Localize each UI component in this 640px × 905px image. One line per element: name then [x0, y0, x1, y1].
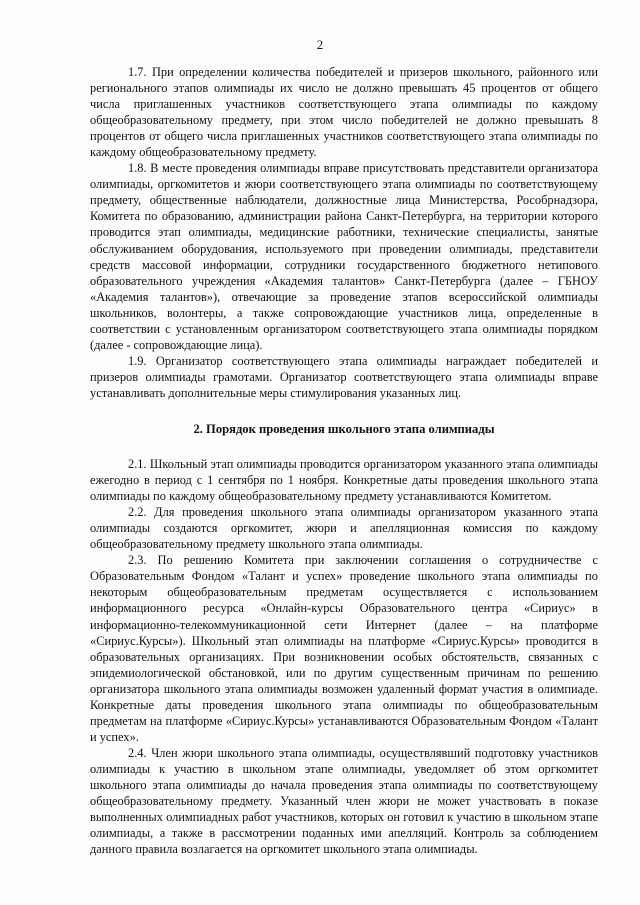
page-number: 2 — [316, 37, 324, 52]
paragraph-1-7: 1.7. При определении количества победителей и призеров школьного, районного или регионального этапов олимпиады их число не должно превышать 45 процентов от общего числа приглашенных участников соответствующего этапа олимпиады по каждому общеобразовательному предмету, при этом число победителей не должно превышать 8 процентов от общего числа приглашенных участников соответствующего этапа олимпиады по каждому общеобразовательному предмету. — [90, 65, 598, 160]
paragraph-2-1: 2.1. Школьный этап олимпиады проводится организатором указанного этапа олимпиады ежегодно в период с 1 сентября по 1 ноября. Конкретные даты проведения школьного этапа олимпиады по каждому общеобразовательному предмету устанавливаются Комитетом. — [90, 457, 598, 504]
paragraph-2-2: 2.2. Для проведения школьного этапа олимпиады организатором указанного этапа олимпиады создаются оргкомитет, жюри и апелляционная комиссия по каждому общеобразовательному предмету школьного этапа олимпиады. — [90, 505, 598, 552]
document-body — [90, 64, 598, 857]
paragraph-1-8: 1.8. В месте проведения олимпиады вправе присутствовать представители организатора олимпиады, оргкомитетов и жюри соответствующего этапа олимпиады по соответствующему предмету, общественные наблюдатели, должностные лица Министерства, Рособрнадзора, Комитета по образованию, администрации района Санкт-Петербурга, на территории которого проводится этап олимпиады, медицинские работники, технические специалисты, занятые обслуживанием оборудования, используемого при проведении олимпиады, представители средств массовой информации, сотрудники государственного бюджетного нетипового образовательного учреждения «Академия талантов» Санкт-Петербурга (далее – ГБНОУ «Академия талантов»), отвечающие за проведение этапов всероссийской олимпиады школьников, волонтеры, а также сопровождающие участников лица, определенные в соответствии с установленным организатором соответствующего этапа олимпиады порядком (далее - сопровождающие лица). — [90, 161, 598, 352]
section-2-heading: 2. Порядок проведения школьного этапа олимпиады — [193, 421, 495, 436]
paragraph-1-9: 1.9. Организатор соответствующего этапа олимпиады награждает победителей и призеров олимпиады грамотами. Организатор соответствующего этапа олимпиады вправе устанавливать дополнительные меры стимулирования указанных лиц. — [90, 353, 598, 400]
paragraph-2-3: 2.3. По решению Комитета при заключении соглашения о сотрудничестве с Образовательным Фондом «Талант и успех» проведение школьного этапа олимпиады по некоторым общеобразовательным предметам осуществляется с использованием информационного ресурса «Онлайн-курсы Образовательного центра «Сириус» в информационно-телекоммуникационной сети Интернет (далее – на платформе «Сириус.Курсы»). Школьный этап олимпиады на платформе «Сириус.Курсы» проводится в образовательных организациях. При возникновении особых обстоятельств, связанных с эпидемиологической обстановкой, или по другим существенным причинам по решению организатора школьного этапа олимпиады возможен удаленный формат участия в олимпиаде. Конкретные даты проведения школьного этапа олимпиады по общеобразовательным предметам на платформе «Сириус.Курсы» устанавливаются Образовательным Фондом «Талант и успех». — [90, 553, 598, 744]
paragraph-2-4: 2.4. Член жюри школьного этапа олимпиады, осуществлявший подготовку участников олимпиады к участию в школьном этапе олимпиады, уведомляет об этом оргкомитет школьного этапа олимпиады до начала проведения этапа олимпиады по соответствующему общеобразовательному предмету. Указанный член жюри не может участвовать в показе выполненных олимпиадных работ участников, которых он готовил к участию в школьном этапе олимпиады, а также в рассмотрении поданных ими апелляций. Контроль за соблюдением данного правила возлагается на оргкомитет школьного этапа олимпиады. — [90, 745, 598, 857]
